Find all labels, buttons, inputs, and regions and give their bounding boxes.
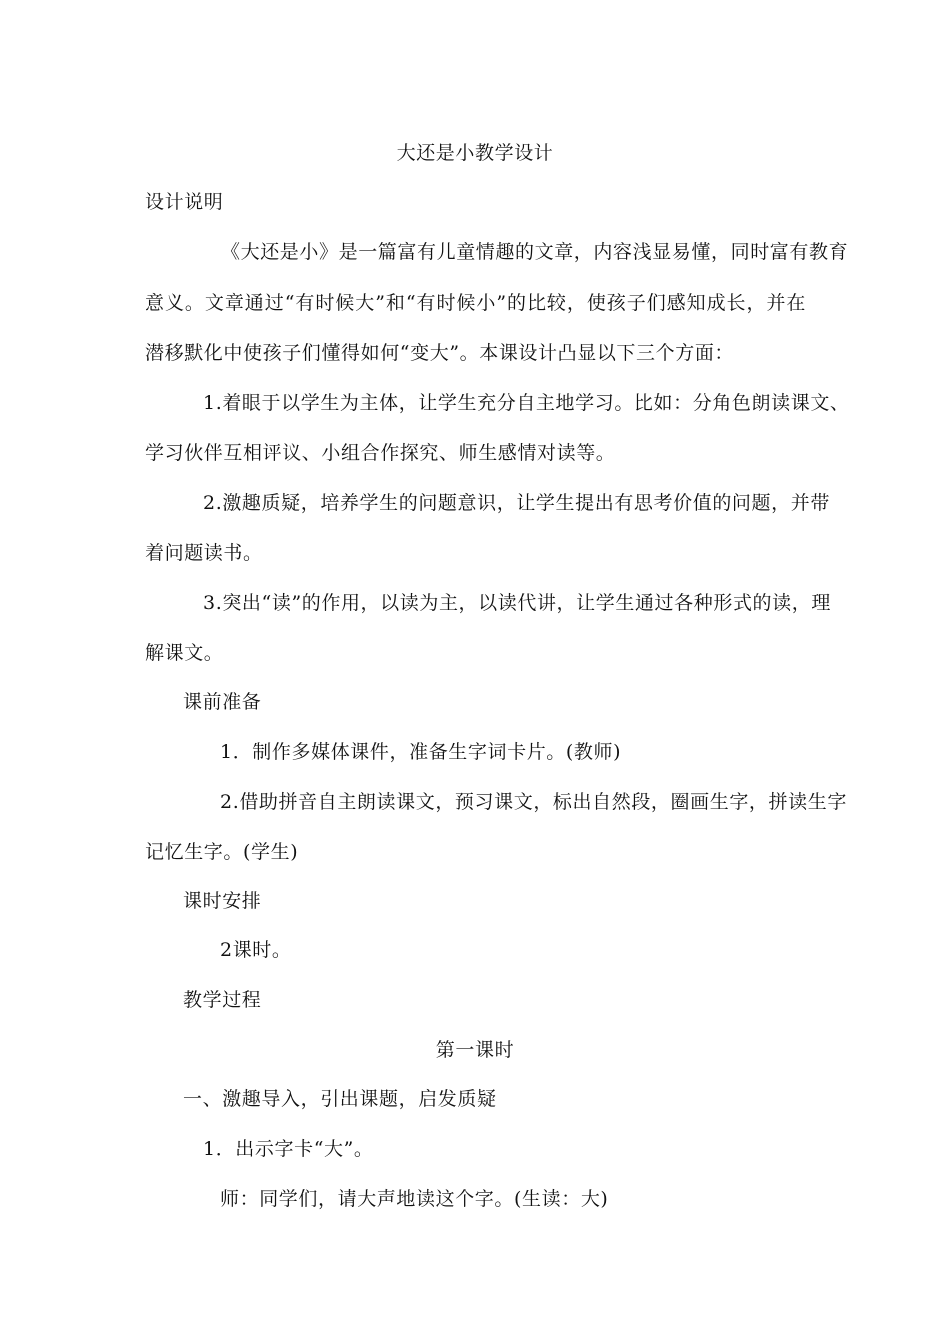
prep-item-1: 1．制作多媒体课件，准备生字词卡片。(教师) <box>220 741 622 763</box>
point-2-line-2: 着问题读书。 <box>145 542 263 564</box>
document-title: 大还是小教学设计 <box>396 142 554 164</box>
schedule-heading: 课时安排 <box>183 890 262 912</box>
prep-item-2-line-2: 记忆生字。(学生) <box>145 841 299 863</box>
section-1-heading: 一、激趣导入，引出课题，启发质疑 <box>183 1088 497 1110</box>
point-1-line-1: 1.着眼于以学生为主体，让学生充分自主地学习。比如：分角色朗读课文、 <box>203 392 850 414</box>
point-3-line-2: 解课文。 <box>145 642 224 664</box>
prep-heading: 课前准备 <box>183 691 262 713</box>
point-2-line-1: 2.激趣质疑，培养学生的问题意识，让学生提出有思考价值的问题，并带 <box>203 492 830 514</box>
prep-item-2-line-1: 2.借助拼音自主朗读课文，预习课文，标出自然段，圈画生字，拼读生字 <box>220 791 847 813</box>
intro-line-2: 意义。文章通过“有时候大”和“有时候小”的比较，使孩子们感知成长，并在 <box>145 292 806 314</box>
intro-line-3: 潜移默化中使孩子们懂得如何“变大”。本课设计凸显以下三个方面： <box>145 342 735 364</box>
schedule-text: 2课时。 <box>220 939 292 961</box>
process-heading: 教学过程 <box>183 989 262 1011</box>
step-1: 1．出示字卡“大”。 <box>203 1138 374 1160</box>
design-heading: 设计说明 <box>145 191 224 213</box>
point-3-line-1: 3.突出“读”的作用，以读为主，以读代讲，让学生通过各种形式的读，理 <box>203 592 831 614</box>
intro-line-1: 《大还是小》是一篇富有儿童情趣的文章，内容浅显易懂，同时富有教育 <box>221 241 849 263</box>
lesson-1-heading: 第一课时 <box>435 1039 515 1061</box>
point-1-line-2: 学习伙伴互相评议、小组合作探究、师生感情对读等。 <box>145 442 616 464</box>
teacher-line: 师：同学们，请大声地读这个字。(生读：大) <box>220 1188 609 1210</box>
